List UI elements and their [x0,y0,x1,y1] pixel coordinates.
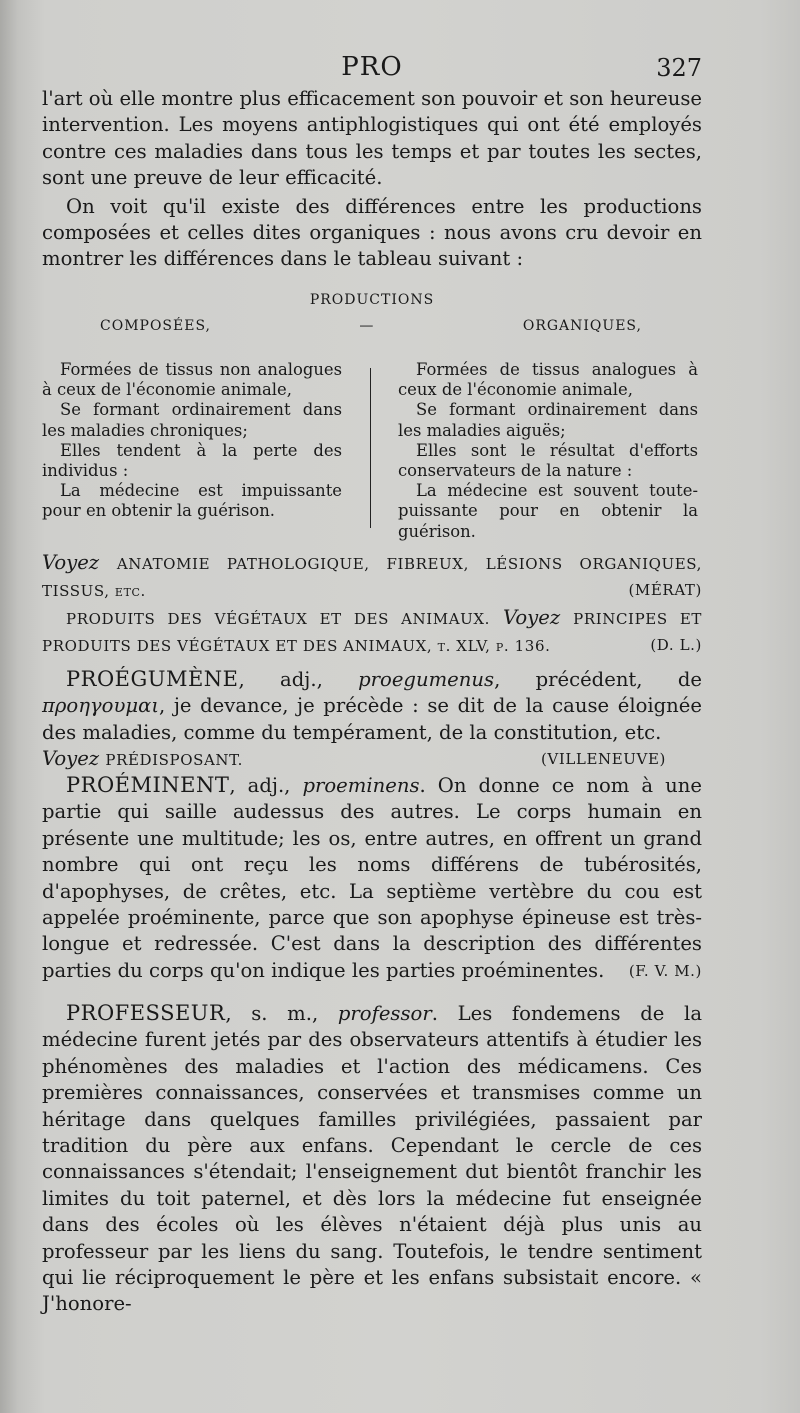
table-divider [370,368,371,528]
entry-pos: , adj., [229,774,303,797]
table-left-heading: COMPOSÉES, [100,318,211,334]
entry-proegumene [42,666,702,774]
voyez-targets: ANATOMIE PATHOLOGIQUE, FIBREUX, LÉSIONS ORGANIQUES, TISSUS, etc. [42,555,703,601]
left-item: La médecine est impuissante pour en obtenir la guérison. [42,481,342,521]
running-header [42,52,702,88]
entry-text: . Les fondemens de la médecine furent jetés par des observateurs attentifs à étudier les phénomènes des maladies et l'action des médicamens. Ces premières connaissances, conservées et transmises comme un héritage dans quelques familles privilégiées, passaient par tradition du père aux enfans. Cependant le cercle de ces connaissances s'étendait; l'enseignement dut bientôt franchir les limites du toit paternel, et dès lors la médecine fut enseignée dans des écoles où les élèves n'étaient déjà plus unis au professeur par les liens du sang. Toutefois, le tendre sentiment qui lie réciproquement le père et les enfans subsistait encore. « J'honore- [42,1002,703,1316]
produits-heading: PRODUITS DES VÉGÉTAUX ET DES ANIMAUX. [66,609,491,628]
entry-latin: professor [337,1002,432,1025]
voyez-label: Voyez [42,551,100,574]
page-number: 327 [656,54,702,82]
entry-greek: προηγουμαι [42,694,159,718]
voyez-reference-1 [42,550,702,605]
entry-pos: , adj., [238,668,359,691]
left-item: Se formant ordinairement dans les maladies chroniques; [42,400,342,440]
table-title: PRODUCTIONS [309,292,435,308]
entry-latin: proeminens [302,774,420,797]
right-item: La médecine est souvent toute-puissante pour en obtenir la guérison. [398,481,698,541]
references-section [42,550,702,660]
intro-section [42,86,702,273]
produits-entry [42,605,702,660]
left-item: Formées de tissus non analogues à ceux de l'économie animale, [42,360,342,400]
entry-pos: , s. m., [225,1002,338,1025]
entry-headword: PROFESSEUR [66,1001,226,1025]
intro-paragraph-2: On voit qu'il existe des différences entre les productions composées et celles dites organiques : nous avons cru devoir en montrer les différences dans le tableau suivant : [42,194,702,271]
entry-text: , je devance, je précède : se dit de la cause éloignée des maladies, comme du tempérament, de la constitution, etc. [42,694,702,744]
table-right-heading: ORGANIQUES, [522,318,642,334]
author-signature: (MÉRAT) [628,581,702,600]
entry-latin: proegumenus [358,668,495,691]
left-item: Elles tendent à la perte des individus : [42,440,342,481]
right-item: Formées de tissus analogues à ceux de l'économie animale, [398,360,698,400]
author-signature: (VILLENEUVE) [540,750,666,769]
table-right-column [398,360,698,542]
voyez-target: PRÉDISPOSANT. [105,751,243,770]
entry-headword: PROÉMINENT [66,773,230,797]
right-item: Elles sont le résultat d'efforts conservateurs de la nature : [398,440,698,481]
productions-table-header [42,292,702,334]
entry-professeur [42,1000,702,1318]
produits-reference: PRINCIPES ET PRODUITS DES VÉGÉTAUX ET DES ANIMAUX, t. XLV, p. 136. [42,609,702,656]
voyez-label: Voyez [503,605,561,629]
voyez-label: Voyez [42,747,100,771]
entry-headword: PROÉGUMÈNE [66,667,239,691]
table-dash: — [359,318,375,334]
entry-text: , précédent, de [494,668,702,691]
intro-paragraph-1: l'art où elle montre plus efficacement son pouvoir et son heureuse intervention. Les moyens antiphlogistiques qui ont été employés contre ces maladies dans tous les temps et par toutes les sectes, sont une preuve de leur efficacité. [42,87,702,190]
author-signature: (D. L.) [650,636,702,655]
right-item: Se formant ordinairement dans les maladies aiguës; [398,400,698,440]
table-left-column [42,360,342,522]
entry-proeminent [42,772,702,984]
running-title: PRO [341,52,403,82]
entry-text: . On donne ce nom à une partie qui saille audessus des autres. Le corps humain en présente une multitude; les os, entre autres, en offrent un grand nombre qui ont reçu les noms différens de tubérosités, d'apophyses, de crêtes, etc. La septième vertèbre du cou est appelée proéminente, parce que son apophyse épineuse est très-longue et redressée. C'est dans la description des différentes parties du corps qu'on indique les parties proéminentes. [42,774,702,982]
author-signature: (F. V. M.) [628,961,702,980]
